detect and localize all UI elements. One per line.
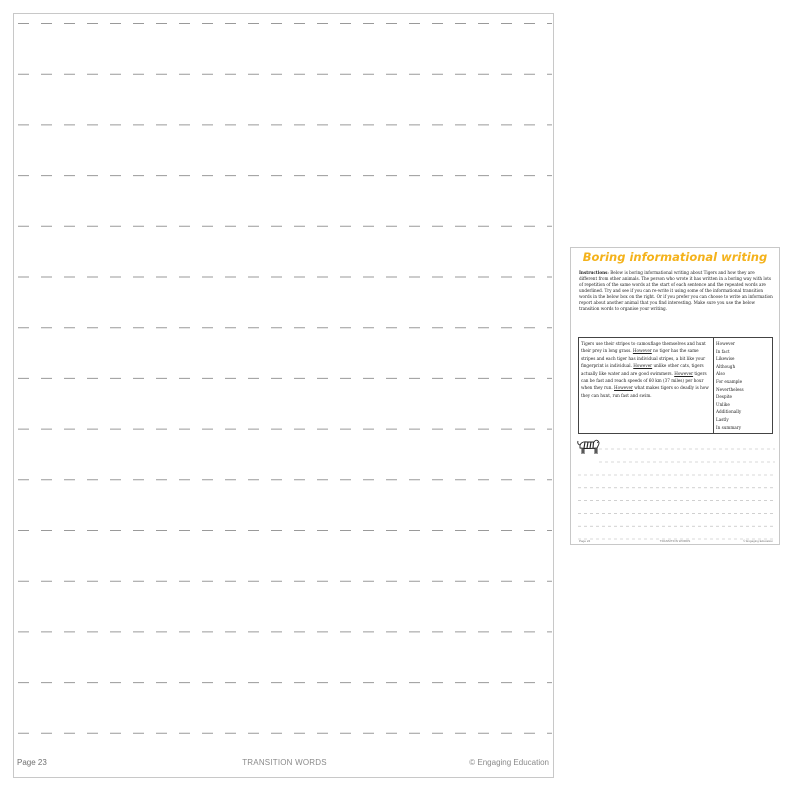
underlined-word: However (674, 370, 694, 376)
underlined-word: However (632, 348, 652, 354)
transition-word: In summary (716, 424, 742, 430)
thumbnail-copyright: © Engaging Education (743, 539, 773, 543)
writing-page (13, 13, 554, 778)
instructions-text: : Below is boring informational writing about Tigers and how they are different from other animals. The person who wrote it has written in a boring way with lots of repetition of the same words at the start of each sentence and the repeated words are underlined. Try and see if you can re-write it using some of the informational transition words in the below box on the right. Or if you prefer you can choose to write an information report about another animal that you find interesting. Make sure you use the below transition words to organise your writing. (579, 270, 773, 312)
transition-word: Lastly (716, 416, 729, 422)
thumbnail-page-number: Page 24 (579, 539, 591, 543)
thumbnail-title: Boring informational writing (582, 250, 768, 264)
page-thumbnail[interactable] (570, 247, 780, 545)
underlined-word: However (614, 385, 633, 391)
thumbnail-footer-title: TRANSITION WORDS (659, 539, 691, 543)
writing-lines (14, 14, 555, 779)
passage-text: unlike other cats, tigers actually like water and are good swimmers. (581, 363, 704, 376)
footer-title: TRANSITION WORDS (242, 758, 327, 767)
transition-word: Despite (716, 394, 732, 400)
transition-word: Likewise (716, 356, 735, 362)
transition-word: However (716, 341, 735, 346)
transition-word: Also (716, 371, 725, 377)
transition-word: For example (716, 378, 743, 384)
transition-word: Additionally (716, 409, 742, 415)
transition-word: Although (716, 363, 736, 369)
passage-text: no tiger has the same stripes and each tiger has individual stripes, a bit like your fingerprint is individual. (581, 348, 706, 369)
passage-text: what makes tigers so deadly is how they can hunt, run fast and swim. (581, 385, 709, 398)
passage-text: Tigers use their stripes to camouflage themselves and hunt their prey in long grass. (581, 341, 706, 354)
transition-word: Nevertheless (716, 386, 744, 392)
copyright: © Engaging Education (469, 758, 549, 767)
page-number: Page 23 (17, 758, 47, 767)
transition-word: In fact (716, 348, 730, 354)
thumbnail-writing-lines (571, 248, 779, 544)
underlined-word: However (633, 363, 653, 369)
transition-word: Unlike (716, 401, 730, 407)
passage-text: tigers can be fast and reach speeds of 60 km (37 miles) per hour when they run. (581, 370, 707, 391)
instructions-label: Instructions (579, 270, 608, 275)
